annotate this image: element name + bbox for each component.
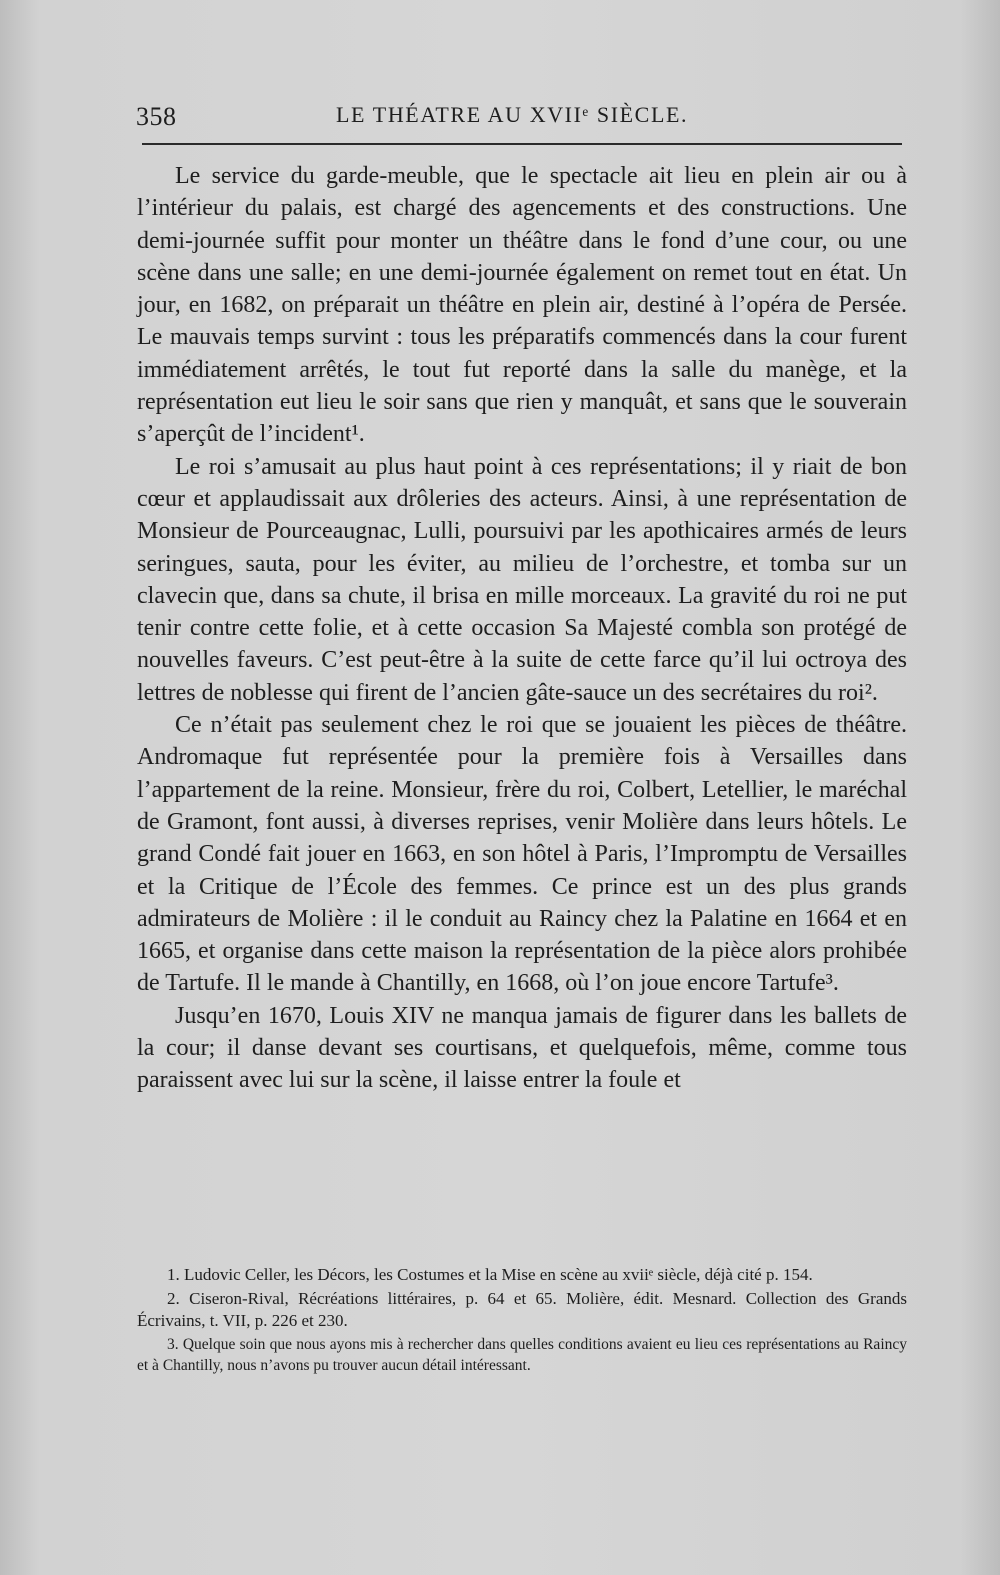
footnotes (137, 1264, 907, 1378)
footnote-2: 2. Ciseron-Rival, Récréations littéraires, p. 64 et 65. Molière, édit. Mesnard. Collection des Grands Écrivains, t. VII, p. 226 et 230. (137, 1289, 907, 1330)
page-header (136, 98, 906, 138)
header-rule (142, 143, 902, 145)
paragraph-3: Ce n’était pas seulement chez le roi que se jouaient les pièces de théâtre. Andromaque fut représentée pour la première fois à Versailles dans l’appartement de la reine. Monsieur, frère du roi, Colbert, Letellier, le maréchal de Gramont, font aussi, à diverses reprises, venir Molière dans leurs hôtels. Le grand Condé fait jouer en 1663, en son hôtel à Paris, l’Impromptu de Versailles et la Critique de l’École des femmes. Ce prince est un des plus grands admirateurs de Molière : il le conduit au Raincy chez la Palatine en 1664 et en 1665, et organise dans cette maison la représentation de la pièce alors prohibée de Tartufe. Il le mande à Chantilly, en 1668, où l’on joue encore Tartufe³. (137, 712, 907, 997)
paragraph-4: Jusqu’en 1670, Louis XIV ne manqua jamais de figurer dans les ballets de la cour; il danse devant ses courtisans, et quelquefois, même, comme tous paraissent avec lui sur la scène, il laisse entrer la foule et (137, 1002, 907, 1094)
running-title: LE THÉATRE AU XVIIᵉ SIÈCLE. (336, 102, 689, 127)
footnote-1: 1. Ludovic Celler, les Décors, les Costumes et la Mise en scène au xviiᵉ siècle, déjà cité p. 154. (167, 1265, 813, 1284)
page-number: 358 (136, 102, 177, 131)
body-text (137, 160, 907, 1097)
paragraph-2: Le roi s’amusait au plus haut point à ces représentations; il y riait de bon cœur et applaudissait aux drôleries des acteurs. Ainsi, à une représentation de Monsieur de Pourceaugnac, Lulli, poursuivi par les apothicaires armés de leurs seringues, sauta, pour les éviter, au milieu de l’orchestre, et tomba sur un clavecin que, dans sa chute, il brisa en mille morceaux. La gravité du roi ne put tenir contre cette folie, et à cette occasion Sa Majesté combla son protégé de nouvelles faveurs. C’est peut-être à la suite de cette farce qu’il lui octroya des lettres de noblesse qui firent de l’ancien gâte-sauce un des secrétaires du roi². (137, 453, 907, 706)
footnote-3: 3. Quelque soin que nous ayons mis à rechercher dans quelles conditions avaient eu lieu ces représentations au Raincy et à Chantilly, nous n’avons pu trouver aucun détail intéressant. (137, 1336, 907, 1374)
paragraph-1: Le service du garde-meuble, que le spectacle ait lieu en plein air ou à l’intérieur du palais, est chargé des agencements et des constructions. Une demi-journée suffit pour monter un théâtre dans le fond d’une cour, ou une scène dans une salle; en une demi-journée également on remet tout en état. Un jour, en 1682, on préparait un théâtre en plein air, destiné à l’opéra de Persée. Le mauvais temps survint : tous les préparatifs commencés dans la cour furent immédiatement arrêtés, le tout fut reporté dans la salle du manège, et la représentation eut lieu le soir sans que rien y manquât, et sans que le souverain s’aperçût de l’incident¹. (137, 163, 907, 448)
